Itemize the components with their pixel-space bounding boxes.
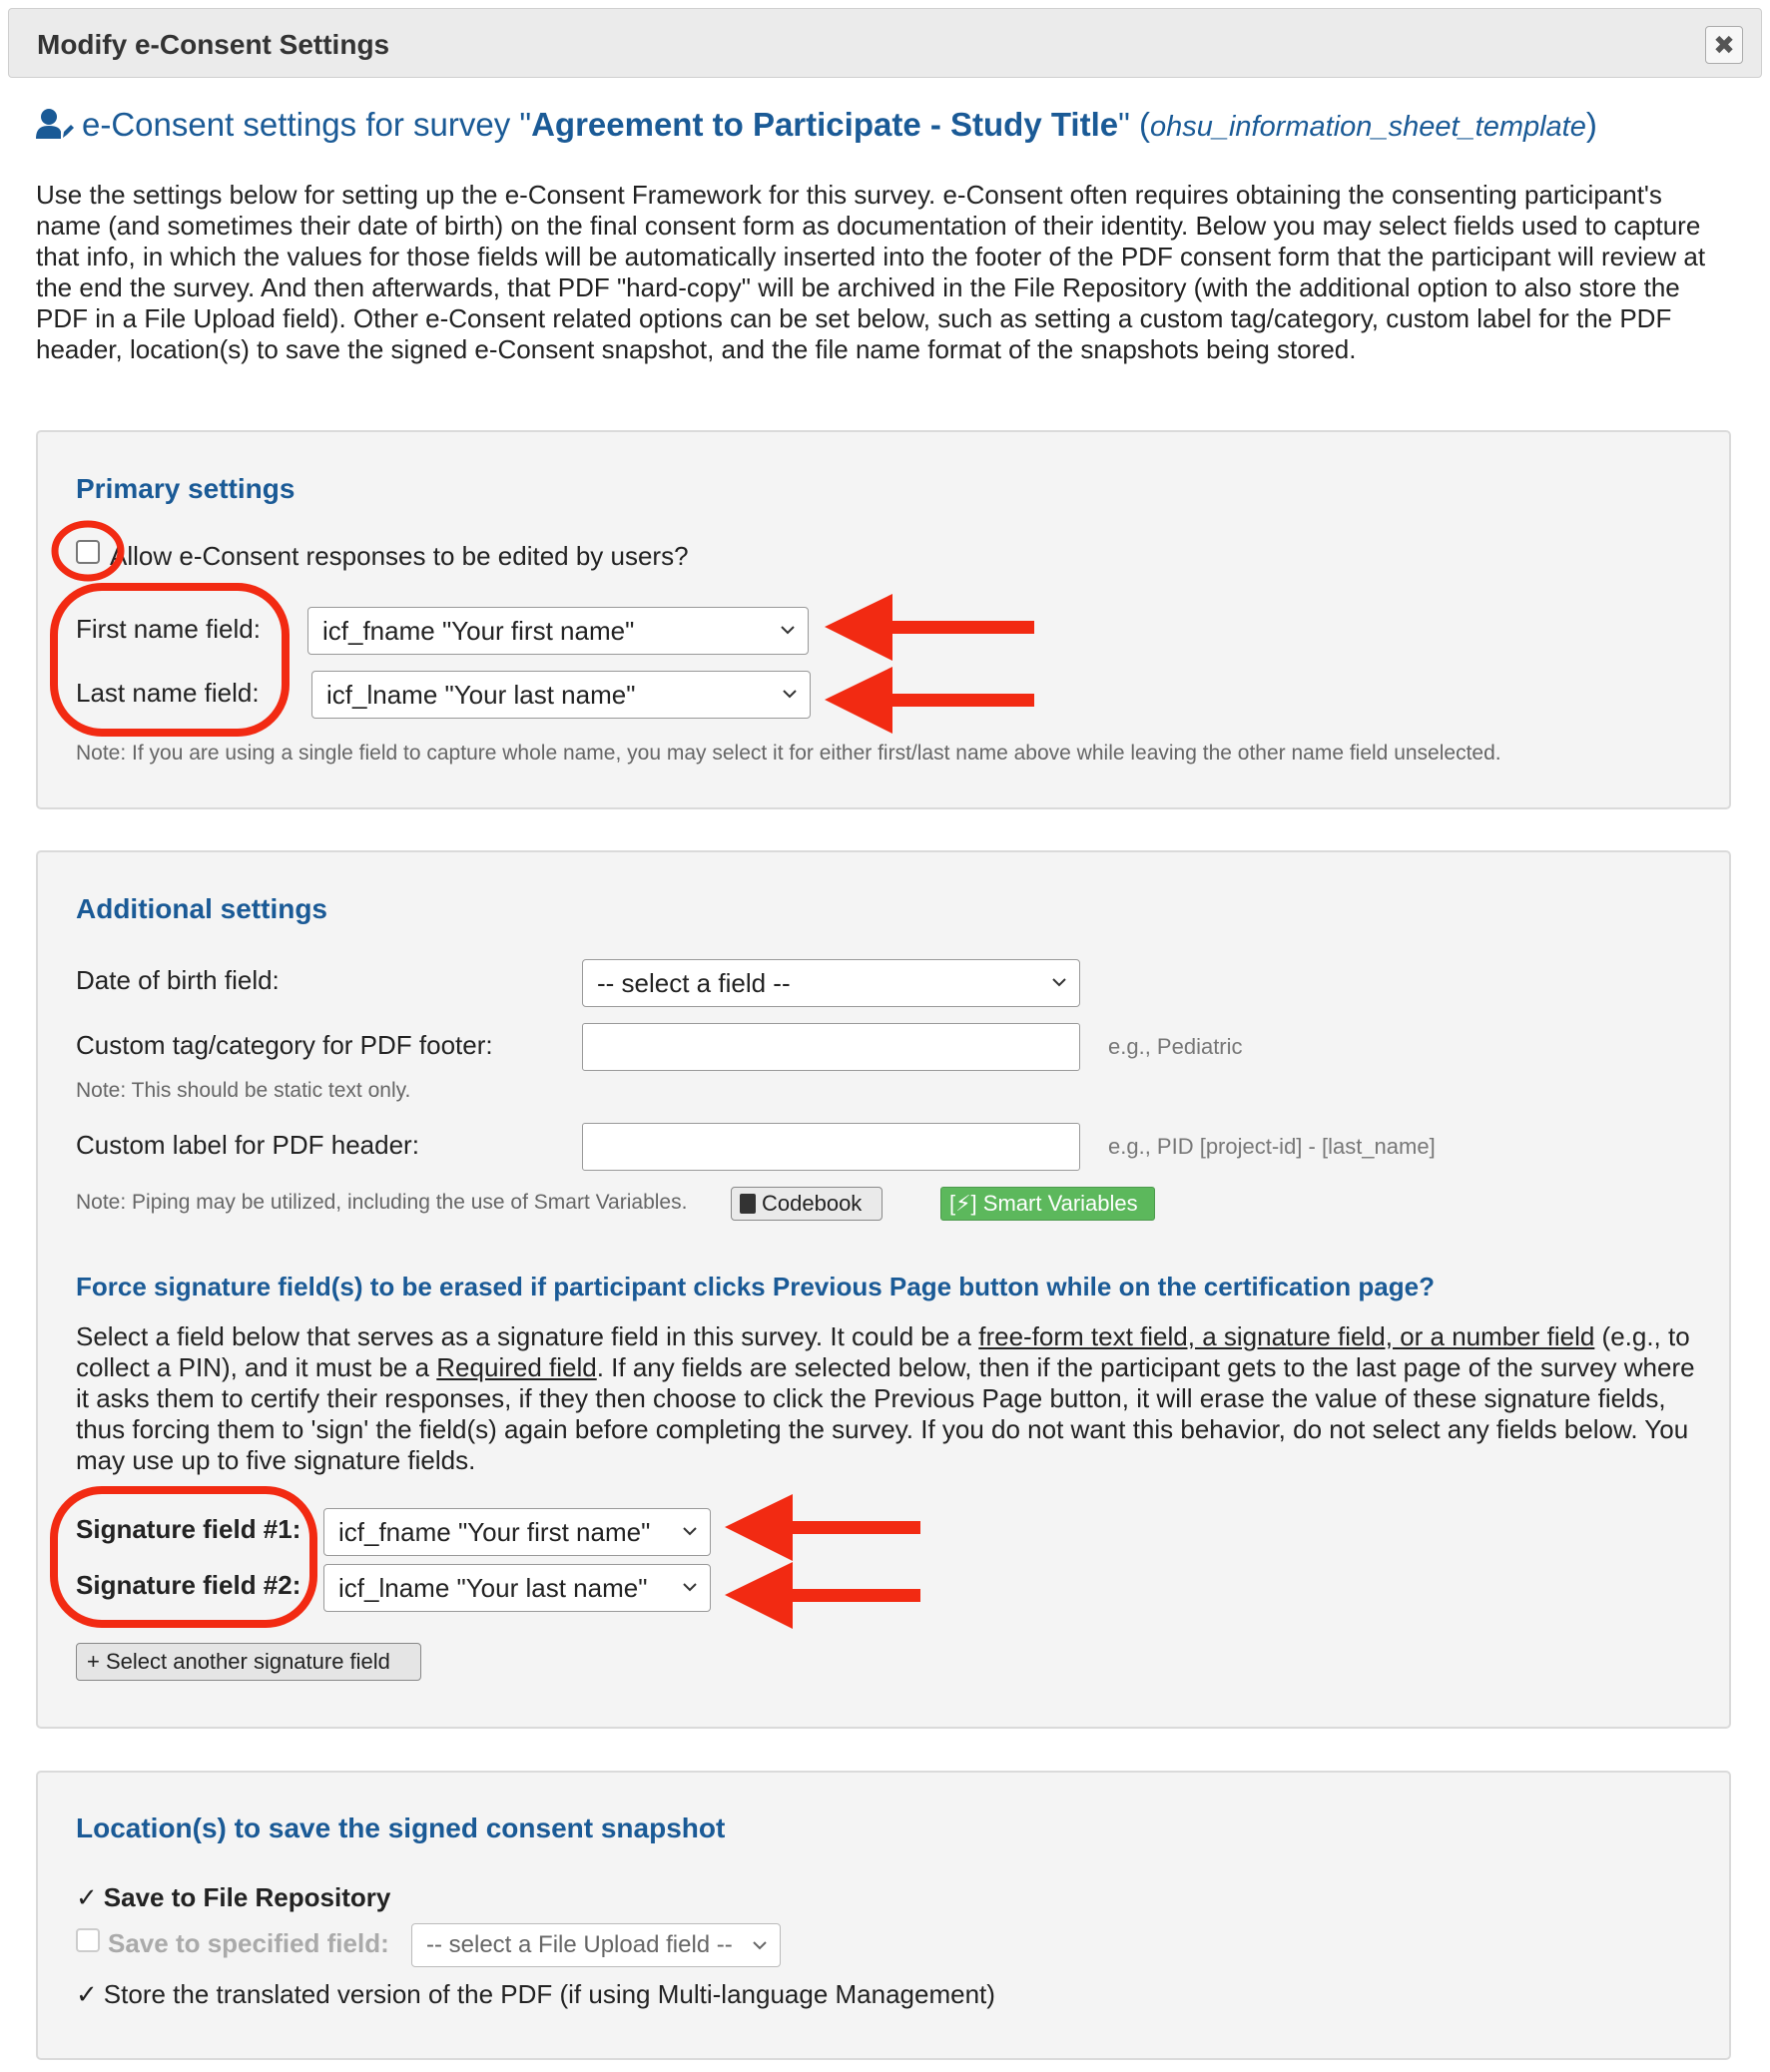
required-field-link[interactable]: Required field xyxy=(436,1352,597,1382)
first-name-select[interactable] xyxy=(307,607,809,655)
survey-title: Agreement to Participate - Study Title xyxy=(531,106,1119,143)
header-input[interactable] xyxy=(582,1123,1080,1171)
sig-para-b: (e.g., to collect a PIN), and it must be a xyxy=(76,1321,1690,1382)
codebook-label: Codebook xyxy=(762,1191,863,1216)
signature-1-value: icf_fname "Your first name" xyxy=(338,1517,651,1547)
save-specified-checkbox[interactable] xyxy=(76,1928,100,1952)
survey-name: ohsu_information_sheet_template xyxy=(1149,111,1586,143)
close-button[interactable] xyxy=(1705,26,1743,64)
last-name-label: Last name field: xyxy=(76,678,260,708)
last-name-select[interactable] xyxy=(311,671,811,719)
close-icon: ✖ xyxy=(1713,30,1735,60)
header-hint: e.g., PID [project-id] - [last_name] xyxy=(1108,1134,1436,1159)
heading-mid: " ( xyxy=(1118,106,1150,143)
dob-label: Date of birth field: xyxy=(76,965,280,995)
codebook-button[interactable] xyxy=(731,1187,883,1221)
smart-variables-button[interactable] xyxy=(940,1187,1155,1221)
field-types-link[interactable]: free-form text field, a signature field, or a number field xyxy=(978,1321,1595,1351)
user-edit-icon xyxy=(36,108,74,148)
store-translated-label: Store the translated version of the PDF (if using Multi-language Management) xyxy=(103,1979,995,2009)
save-specified-label: Save to specified field: xyxy=(108,1928,389,1958)
force-signature-title: Force signature field(s) to be erased if participant clicks Previous Page button while on the certification page? xyxy=(76,1272,1435,1301)
heading-suffix: ) xyxy=(1585,106,1597,143)
signature-2-value: icf_lname "Your last name" xyxy=(338,1573,648,1603)
chevron-down-icon xyxy=(682,1579,698,1595)
chevron-down-icon xyxy=(752,1937,768,1953)
book-icon xyxy=(740,1194,756,1214)
additional-settings-title: Additional settings xyxy=(76,893,327,924)
dob-select[interactable] xyxy=(582,959,1080,1007)
tag-label: Custom tag/category for PDF footer: xyxy=(76,1030,493,1060)
intro-text: Use the settings below for setting up the e-Consent Framework for this survey. e-Consent often requires obtaining the consenting participant's name (and sometimes their date of birth) on the final consent form as documentation of their identity. Below you may select fields used to capture that info, in which the values for those fields will be automatically inserted into the footer of the PDF consent form that the participant will review at the end the survey. And then afterwards, that PDF "hard-copy" will be archived in the File Repository (with the additional option to also store the PDF in a File Upload field). Other e-Consent related options can be set below, such as setting a custom tag/category, custom label for the PDF header, location(s) to save the signed e-Consent snapshot, and the file name format of the snapshots being stored. xyxy=(36,180,1706,364)
chevron-down-icon xyxy=(782,686,798,702)
first-name-value: icf_fname "Your first name" xyxy=(322,616,635,646)
allow-edit-checkbox[interactable] xyxy=(76,540,100,564)
file-upload-value: -- select a File Upload field -- xyxy=(426,1931,733,1958)
sig-para-c: . If any fields are selected below, then if the participant gets to the last page of the survey where it asks them to certify their responses, if they then choose to click the Previous Page button, it will erase the value of these signature fields, thus forcing them to 'sign' the field(s) again before completing the survey. If you do not want this behavior, do not select any fields below. You may use up to five signature fields. xyxy=(76,1352,1695,1475)
dialog-title: Modify e-Consent Settings xyxy=(37,29,390,60)
signature-1-label: Signature field #1: xyxy=(76,1514,301,1544)
header-label: Custom label for PDF header: xyxy=(76,1130,419,1160)
primary-settings-title: Primary settings xyxy=(76,473,295,504)
signature-1-select[interactable] xyxy=(323,1508,711,1556)
piping-note: Note: Piping may be utilized, including the use of Smart Variables. xyxy=(76,1191,688,1214)
signature-description xyxy=(76,1321,1713,1476)
checkmark-icon: ✓ xyxy=(76,1979,98,2009)
chevron-down-icon xyxy=(682,1523,698,1539)
add-signature-field-button[interactable]: + Select another signature field xyxy=(76,1643,421,1681)
store-translated xyxy=(76,1979,995,2010)
page-heading xyxy=(36,106,1597,148)
signature-2-label: Signature field #2: xyxy=(76,1570,301,1600)
signature-2-select[interactable] xyxy=(323,1564,711,1612)
chevron-down-icon xyxy=(1051,974,1067,990)
save-file-repo-label: Save to File Repository xyxy=(103,1882,391,1912)
dob-value: -- select a field -- xyxy=(597,968,791,998)
location-title: Location(s) to save the signed consent snapshot xyxy=(76,1813,726,1843)
dialog-titlebar xyxy=(8,8,1762,78)
tag-note: Note: This should be static text only. xyxy=(76,1079,411,1102)
file-upload-select[interactable] xyxy=(411,1923,781,1967)
heading-prefix: e-Consent settings for survey " xyxy=(82,106,532,143)
tag-input[interactable] xyxy=(582,1023,1080,1071)
first-name-label: First name field: xyxy=(76,614,261,644)
save-file-repo xyxy=(76,1882,390,1913)
smart-variables-label: [⚡] Smart Variables xyxy=(949,1191,1138,1216)
tag-hint: e.g., Pediatric xyxy=(1108,1034,1243,1059)
allow-edit-label: Allow e-Consent responses to be edited by users? xyxy=(110,541,689,571)
sig-para-a: Select a field below that serves as a signature field in this survey. It could be a xyxy=(76,1321,979,1351)
checkmark-icon: ✓ xyxy=(76,1882,98,1912)
primary-note: Note: If you are using a single field to capture whole name, you may select it for either first/last name above while leaving the other name field unselected. xyxy=(76,742,1501,765)
last-name-value: icf_lname "Your last name" xyxy=(326,680,636,710)
chevron-down-icon xyxy=(780,622,796,638)
